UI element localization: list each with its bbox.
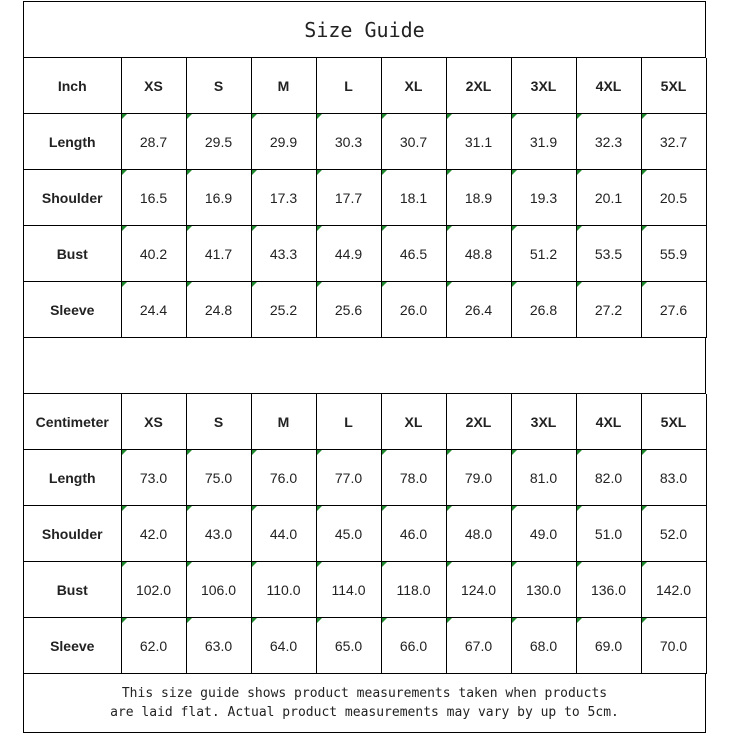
measurement-cell: 32.3 — [576, 114, 641, 170]
note-line-2: are laid flat. Actual product measurements may vary by up to 5cm. — [110, 705, 619, 720]
measurement-cell: 28.7 — [121, 114, 186, 170]
measurement-cell: 106.0 — [186, 562, 251, 618]
measurement-cell: 63.0 — [186, 618, 251, 674]
size-header-5xl: 5XL — [641, 394, 706, 450]
row-label-shoulder: Shoulder — [24, 506, 121, 562]
measurement-cell: 31.9 — [511, 114, 576, 170]
inch-unit-header: Inch — [24, 58, 121, 114]
measurement-cell: 17.3 — [251, 170, 316, 226]
size-guide-sheet — [23, 1, 706, 733]
row-label-bust: Bust — [24, 562, 121, 618]
section-spacer — [24, 338, 706, 394]
measurement-cell: 24.8 — [186, 282, 251, 338]
size-header-2xl: 2XL — [446, 394, 511, 450]
measurement-cell: 30.7 — [381, 114, 446, 170]
measurement-cell: 46.0 — [381, 506, 446, 562]
measurement-cell: 26.8 — [511, 282, 576, 338]
measurement-cell: 130.0 — [511, 562, 576, 618]
size-header-s: S — [186, 394, 251, 450]
note-line-1: This size guide shows product measurements taken when products — [121, 686, 608, 701]
measurement-cell: 51.2 — [511, 226, 576, 282]
measurement-cell: 29.9 — [251, 114, 316, 170]
measurement-cell: 43.0 — [186, 506, 251, 562]
measurement-cell: 75.0 — [186, 450, 251, 506]
measurement-cell: 25.6 — [316, 282, 381, 338]
size-header-3xl: 3XL — [511, 58, 576, 114]
centimeter-table — [24, 394, 707, 674]
measurement-cell: 48.0 — [446, 506, 511, 562]
measurement-cell: 136.0 — [576, 562, 641, 618]
measurement-cell: 55.9 — [641, 226, 706, 282]
size-header-4xl: 4XL — [576, 394, 641, 450]
measurement-cell: 20.1 — [576, 170, 641, 226]
measurement-cell: 27.6 — [641, 282, 706, 338]
measurement-cell: 64.0 — [251, 618, 316, 674]
measurement-cell: 53.5 — [576, 226, 641, 282]
measurement-cell: 83.0 — [641, 450, 706, 506]
measurement-cell: 17.7 — [316, 170, 381, 226]
table-row — [24, 562, 706, 618]
table-row — [24, 170, 706, 226]
measurement-cell: 78.0 — [381, 450, 446, 506]
size-header-m: M — [251, 394, 316, 450]
measurement-cell: 52.0 — [641, 506, 706, 562]
row-label-sleeve: Sleeve — [24, 618, 121, 674]
size-header-l: L — [316, 58, 381, 114]
table-row — [24, 506, 706, 562]
measurement-cell: 25.2 — [251, 282, 316, 338]
measurement-cell: 26.4 — [446, 282, 511, 338]
measurement-cell: 65.0 — [316, 618, 381, 674]
measurement-cell: 40.2 — [121, 226, 186, 282]
measurement-cell: 41.7 — [186, 226, 251, 282]
measurement-cell: 16.5 — [121, 170, 186, 226]
inch-header-row — [24, 58, 706, 114]
measurement-note — [24, 674, 706, 733]
row-label-length: Length — [24, 114, 121, 170]
table-row — [24, 114, 706, 170]
table-row — [24, 226, 706, 282]
size-header-s: S — [186, 58, 251, 114]
measurement-cell: 110.0 — [251, 562, 316, 618]
measurement-cell: 44.9 — [316, 226, 381, 282]
measurement-cell: 79.0 — [446, 450, 511, 506]
size-header-3xl: 3XL — [511, 394, 576, 450]
row-label-bust: Bust — [24, 226, 121, 282]
measurement-cell: 70.0 — [641, 618, 706, 674]
size-header-l: L — [316, 394, 381, 450]
table-row — [24, 450, 706, 506]
row-label-sleeve: Sleeve — [24, 282, 121, 338]
measurement-cell: 18.9 — [446, 170, 511, 226]
measurement-cell: 18.1 — [381, 170, 446, 226]
measurement-cell: 73.0 — [121, 450, 186, 506]
measurement-cell: 46.5 — [381, 226, 446, 282]
measurement-cell: 76.0 — [251, 450, 316, 506]
measurement-cell: 30.3 — [316, 114, 381, 170]
inch-table — [24, 58, 707, 338]
size-header-xl: XL — [381, 394, 446, 450]
size-header-2xl: 2XL — [446, 58, 511, 114]
size-header-xs: XS — [121, 394, 186, 450]
measurement-cell: 16.9 — [186, 170, 251, 226]
measurement-cell: 81.0 — [511, 450, 576, 506]
measurement-cell: 124.0 — [446, 562, 511, 618]
measurement-cell: 24.4 — [121, 282, 186, 338]
measurement-cell: 48.8 — [446, 226, 511, 282]
measurement-cell: 44.0 — [251, 506, 316, 562]
measurement-cell: 62.0 — [121, 618, 186, 674]
measurement-cell: 45.0 — [316, 506, 381, 562]
table-row — [24, 282, 706, 338]
row-label-shoulder: Shoulder — [24, 170, 121, 226]
cm-unit-header: Centimeter — [24, 394, 121, 450]
size-header-xl: XL — [381, 58, 446, 114]
measurement-cell: 29.5 — [186, 114, 251, 170]
measurement-cell: 69.0 — [576, 618, 641, 674]
size-header-4xl: 4XL — [576, 58, 641, 114]
measurement-cell: 82.0 — [576, 450, 641, 506]
table-row — [24, 618, 706, 674]
measurement-cell: 43.3 — [251, 226, 316, 282]
measurement-cell: 114.0 — [316, 562, 381, 618]
measurement-cell: 67.0 — [446, 618, 511, 674]
measurement-cell: 31.1 — [446, 114, 511, 170]
measurement-cell: 118.0 — [381, 562, 446, 618]
measurement-cell: 102.0 — [121, 562, 186, 618]
size-header-m: M — [251, 58, 316, 114]
measurement-cell: 42.0 — [121, 506, 186, 562]
row-label-length: Length — [24, 450, 121, 506]
measurement-cell: 66.0 — [381, 618, 446, 674]
measurement-cell: 51.0 — [576, 506, 641, 562]
cm-header-row — [24, 394, 706, 450]
size-header-xs: XS — [121, 58, 186, 114]
measurement-cell: 26.0 — [381, 282, 446, 338]
measurement-cell: 142.0 — [641, 562, 706, 618]
measurement-cell: 19.3 — [511, 170, 576, 226]
size-header-5xl: 5XL — [641, 58, 706, 114]
measurement-cell: 20.5 — [641, 170, 706, 226]
measurement-cell: 32.7 — [641, 114, 706, 170]
measurement-cell: 49.0 — [511, 506, 576, 562]
measurement-cell: 68.0 — [511, 618, 576, 674]
measurement-cell: 27.2 — [576, 282, 641, 338]
size-guide-title: Size Guide — [24, 2, 706, 58]
measurement-cell: 77.0 — [316, 450, 381, 506]
